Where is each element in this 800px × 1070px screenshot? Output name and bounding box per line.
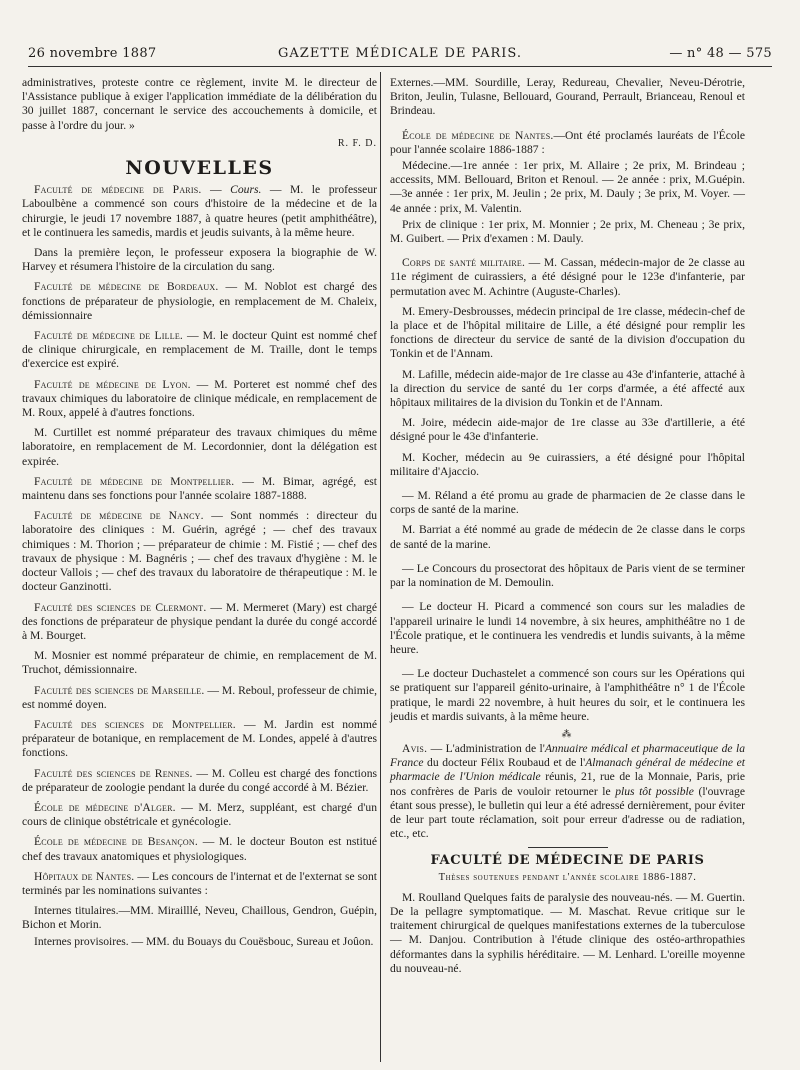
news-picard: — Le docteur H. Picard a commencé son cours sur les maladies de l'appareil urinaire le lundi 14 novembre, à six heures, amphithéâtre no 1 de l'École pratique, et le continuera les vendredis et lundis suivants, à la même heure. xyxy=(390,600,745,656)
news-emery: M. Emery-Desbrousses, médecin principal de 1re classe, médecin-chef de la place et de l'hôpital militaire de Lille, a été désigné pour remplir les fonctions de directeur du service de santé de la division d'occupation du Tonkin et de l'Annam. xyxy=(390,304,745,361)
news-nantes-medecine: Médecine.—1re année : 1er prix, M. Allaire ; 2e prix, M. Brindeau ; accessits, MM. Bellouard, Briton et Renoul. — 2e année : prix, M.Guépin.—3e année : 1er prix, M. Jeulin ; 2e prix, M. Dauly ; 3e prix, M. Voyer. — 4e année : prix, M. Valentin. xyxy=(390,159,745,215)
news-clermont: Faculté des sciences de Clermont. — M. Mermeret (Mary) est chargé des fonctions de préparateur de physique pendant la durée du congé accordé à M. Bourget. xyxy=(22,600,377,642)
page-header xyxy=(28,46,772,62)
news-alger: École de médecine d'Alger. — M. Merz, suppléant, est chargé d'un cours de clinique obstétricale et gynécologie. xyxy=(22,800,377,829)
news-nancy: Faculté de médecine de Nancy. — Sont nommés : directeur du laboratoire des cliniques : M. Guérin, agrégé ; — chef des travaux chimiques : M. Thorion ; — préparateur de chimie : M. Fistié ; — chef des travaux de physique : M. Bagnéris ; — chef des travaux d'hygiène : M. le docteur Vallois ; — chef des travaux du laboratoire de thérapeutique : M. le docteur Ganzinotti. xyxy=(22,509,377,594)
news-avis: Avis. — L'administration de l'Annuaire médical et pharmaceutique de la France du docteur Félix Roubaud et de l'Almanach général de médecine et pharmacie de l'Union médicale réunis, 21, rue de la Monnaie, Paris, prie nos confrères de Paris de vouloir retourner le plus tôt possible (l'ouvrage étant sous presse), le bulletin qui leur a été adressé dernièrement, pour éviter de leur part toute réclamation, soit pour erreur d'adresse ou de radiation, etc., etc. xyxy=(390,741,745,841)
news-lyon: Faculté de médecine de Lyon. — M. Porteret est nommé chef des travaux chimiques du laboratoire de clinique médicale, en remplacement de M. Roux, appelé à d'autres fonctions. xyxy=(22,377,377,420)
news-barriat: M. Barriat a été nommé au grade de médecin de 2e classe dans le corps de santé de la marine. xyxy=(390,523,745,551)
news-nantes-provisoires: Internes provisoires. — MM. du Bouays du Couësbouc, Sureau et Joûon. xyxy=(34,934,374,948)
news-marseille: Faculté des sciences de Marseille. — M. Reboul, professeur de chimie, est nommé doyen. xyxy=(22,683,377,711)
separator-stars: ⁂ xyxy=(561,728,574,740)
news-prosectorat: — Le Concours du prosectorat des hôpitaux de Paris vient de se terminer par la nomination de M. Demoulin. xyxy=(390,561,745,590)
news-nantes-hopitaux: Hôpitaux de Nantes. — Les concours de l'internat et de l'externat se sont terminés par les nominations suivantes : xyxy=(22,869,377,897)
news-lafille: M. Lafille, médecin aide-major de 1re classe au 43e d'infanterie, attaché à la direction du service de santé du 1er corps d'armée, a été affecté aux hôpitaux militaires de la division du Tonkin et de l'Annam. xyxy=(390,367,745,410)
news-paris: Faculté de médecine de Paris. — Cours. — M. le professeur Laboulbène a commencé son cours d'histoire de la médecine et de la chirurgie, le jeudi 17 novembre 1887, à quatre heures (petit amphithéâtre), et le continuera les samedis, mardis et jeudis suivants, à la même heure. xyxy=(22,183,377,239)
news-duchastelet: — Le docteur Duchastelet a commencé son cours sur les Opérations qui se pratiquent sur l'appareil génito-urinaire, à l'amphithéâtre n° 1 de l'École pratique, le mardi 22 novembre, à huit heures du soir, et le continuera les jeudis et mardis suivants, à la même heure. xyxy=(390,667,745,723)
column-divider xyxy=(380,72,381,1062)
news-kocher: M. Kocher, médecin au 9e cuirassiers, a été désigné pour l'hôpital militaire d'Ajaccio. xyxy=(390,450,745,478)
section-title: NOUVELLES xyxy=(125,157,274,180)
header-issue: — n° 48 — xyxy=(669,46,742,61)
header-page-number: 575 xyxy=(746,46,772,61)
header-issue-page xyxy=(669,46,772,61)
news-reland: — M. Réland a été promu au grade de pharmacien de 2e classe dans le corps de santé de la marine. xyxy=(390,489,745,517)
news-bordeaux: Faculté de médecine de Bordeaux. — M. Noblot est chargé des fonctions de préparateur de physiologie, en remplacement de M. Chaleix, démissionnaire xyxy=(22,280,378,322)
header-title: GAZETTE MÉDICALE DE PARIS. xyxy=(278,46,522,61)
news-nantes-ecole: École de médecine de Nantes.—Ont été proclamés lauréats de l'École pour l'année scolaire 1886-1887 : xyxy=(390,128,745,156)
news-nantes-clinique: Prix de clinique : 1er prix, M. Monnier ; 2e prix, M. Cheneau ; 3e prix, M. Guibert. — Prix d'examen : M. Dauly. xyxy=(390,217,745,246)
news-rennes: Faculté des sciences de Rennes. — M. Colleu est chargé des fonctions de préparateur de zoologie pendant la durée du congé accordé à M. Bézier. xyxy=(22,766,377,794)
header-rule xyxy=(28,66,772,67)
news-nantes-internes: Internes titulaires.—MM. Mirailllé, Neveu, Chaillous, Gendron, Guépin, Bichon et Morin. xyxy=(22,904,377,932)
faculty-subtitle: Thèses soutenues pendant l'année scolaire 1886-1887. xyxy=(438,871,697,883)
article-continuation: administratives, proteste contre ce règlement, invite M. le directeur de l'Assistance publique à exiger l'application immédiate de la délibération du 30 juillet 1887, concernant le service des accouchements à domicile, et passe à l'ordre du jour. » xyxy=(22,76,377,132)
header-date: 26 novembre 1887 xyxy=(28,46,157,61)
news-paris-2: Dans la première leçon, le professeur exposera la biographie de W. Harvey et résumera l'histoire de la circulation du sang. xyxy=(22,246,377,274)
news-lille: Faculté de médecine de Lille. — M. le docteur Quint est nommé chef de clinique chirurgicale, en remplacement de M. Traille, dont le temps d'exercice est expiré. xyxy=(22,329,377,371)
signature: R. F. D. xyxy=(337,137,377,149)
right-column xyxy=(390,76,745,982)
news-besancon: École de médecine de Besançon. — M. le docteur Bouton est nstitué chef des travaux anatomiques et physiologiques. xyxy=(22,835,377,863)
left-column xyxy=(22,76,377,955)
separator-rule xyxy=(528,847,608,848)
news-montpellier: Faculté de médecine de Montpellier. — M. Bimar, agrégé, est maintenu dans ses fonctions pour l'année scolaire 1887-1888. xyxy=(22,474,377,503)
news-sante-militaire: Corps de santé militaire. — M. Cassan, médecin-major de 2e classe au 11e régiment de cuirassiers, a été désigné pour le 123e d'infanterie, par permutation avec M. Achintre (Auguste-Charles). xyxy=(390,256,745,298)
news-nantes-externes: Externes.—MM. Sourdille, Leray, Redureau, Chevalier, Neveu-Dérotrie, Briton, Jeulin, Tulasne, Bellouard, Gourand, Perrault, Brianceau, Renoul et Brindeau. xyxy=(390,76,745,118)
news-clermont-2: M. Mosnier est nommé préparateur de chimie, en remplacement de M. Truchot, démissionnaire. xyxy=(22,649,377,677)
news-joire: M. Joire, médecin aide-major de 1re classe au 33e d'artillerie, a été désigné pour le 43e d'infanterie. xyxy=(390,416,745,444)
news-montpellier-sciences: Faculté des sciences de Montpellier. — M. Jardin est nommé préparateur de botanique, en remplacement de M. Londes, appelé à d'autres fonctions. xyxy=(22,717,378,760)
theses-list: M. Roulland Quelques faits de paralysie des nouveau-nés. — M. Guertin. De la pellagre symptomatique. — M. Maschat. Revue critique sur le traitement chirurgical de quelques manifestations externes de la tuberculose — M. Danjou. Contribution à l'étude clinique des ostéo-arthropathies déformantes dans la syphilis héréditaire. — M. Lenhard. L'oreille moyenne du nouveau-né. xyxy=(390,890,745,975)
news-lyon-2: M. Curtillet est nommé préparateur des travaux chimiques du même laboratoire, en remplacement de M. Lecordonnier, dont la délégation est expirée. xyxy=(22,426,377,468)
faculty-title: FACULTÉ DE MÉDECINE DE PARIS xyxy=(430,853,705,869)
